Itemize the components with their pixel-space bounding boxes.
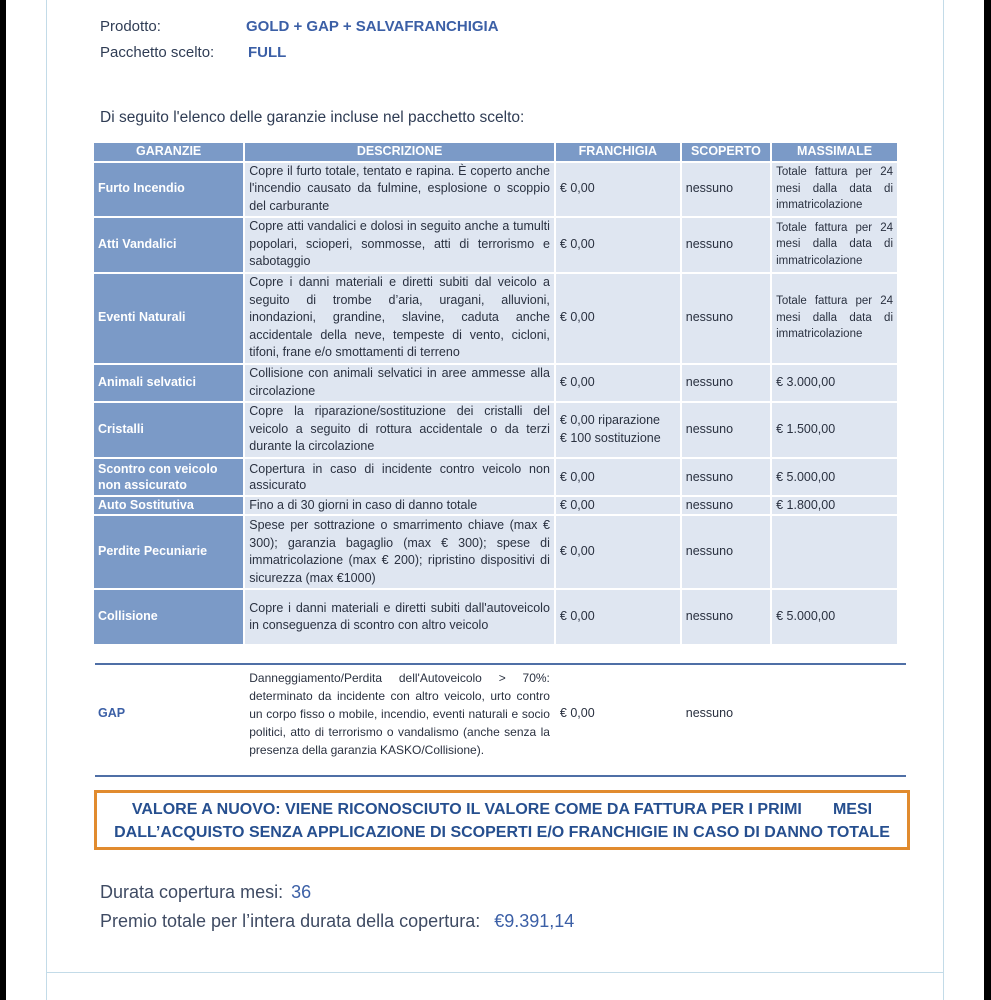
cell-descrizione: Copre atti vandalici e dolosi in seguito anche a tumulti popolari, scioperi, sommosse, atti di terrorismo e sabotaggio xyxy=(245,218,554,272)
cell-franchigia: € 0,00 xyxy=(556,163,680,216)
document-page xyxy=(6,0,984,1000)
cell-scoperto: nessuno xyxy=(682,274,770,363)
cell-massimale: € 1.500,00 xyxy=(772,403,897,457)
intro-text: Di seguito l'elenco delle garanzie incluse nel pacchetto scelto: xyxy=(100,109,525,126)
table-header-row xyxy=(94,143,897,161)
product-line xyxy=(100,18,499,35)
cell-massimale: € 5.000,00 xyxy=(772,459,897,495)
product-value: GOLD + GAP + SALVAFRANCHIGIA xyxy=(246,18,499,35)
table-row xyxy=(94,403,897,457)
table-row xyxy=(94,163,897,216)
page-margin-left xyxy=(46,0,47,1000)
table-row xyxy=(94,365,897,401)
cell-garanzia: Auto Sostitutiva xyxy=(94,497,243,515)
cell-descrizione: Copre la riparazione/sostituzione dei cristalli del veicolo a seguito di rottura accidentale o da terzi durante la circolazione xyxy=(245,403,554,457)
cell-descrizione-gap: Danneggiamento/Perdita dell'Autoveicolo > 70%: determinato da incidente con altro veicolo, urto contro un corpo fisso o mobile, incendio, eventi naturali e socio politici, atto di terrorismo o vandalismo (anche senza la presenza della garanzia KASKO/Collisione). xyxy=(245,660,554,768)
cell-descrizione: Copertura in caso di incidente contro veicolo non assicurato xyxy=(245,459,554,495)
banner-line-1: VALORE A NUOVO: VIENE RICONOSCIUTO IL VALORE COME DA FATTURA PER I PRIMI MESI xyxy=(131,801,873,818)
valore-a-nuovo-banner xyxy=(94,790,910,850)
cell-scoperto: nessuno xyxy=(682,365,770,401)
banner-line-2: DALL’ACQUISTO SENZA APPLICAZIONE DI SCOPERTI E/O FRANCHIGIE IN CASO DI DANNO TOTALE xyxy=(114,824,890,841)
cell-scoperto: nessuno xyxy=(682,497,770,515)
cell-scoperto-gap: nessuno xyxy=(682,660,770,768)
franchigia-sostituzione: € 100 sostituzione xyxy=(559,430,661,445)
cell-descrizione: Collisione con animali selvatici in aree ammesse alla circolazione xyxy=(245,365,554,401)
cell-franchigia: € 0,00 xyxy=(556,218,680,272)
cell-descrizione: Spese per sottrazione o smarrimento chiave (max € 300); garanzia bagaglio (max € 300); spese di immatricolazione (max € 200); ripristino dispositivi di sicurezza (max €1000) xyxy=(245,516,554,588)
cell-massimale xyxy=(772,516,897,588)
cell-descrizione: Copre il furto totale, tentato e rapina. È coperto anche l'incendio causato da fulmine, esplosione o scoppio del carburante xyxy=(245,163,554,216)
gap-top-rule xyxy=(95,663,906,665)
product-label: Prodotto: xyxy=(100,18,161,35)
premium-line xyxy=(100,911,574,932)
cell-massimale: € 3.000,00 xyxy=(772,365,897,401)
guarantees-table xyxy=(92,141,899,770)
cell-scoperto: nessuno xyxy=(682,516,770,588)
table-row xyxy=(94,459,897,495)
gap-row xyxy=(94,660,897,768)
package-line xyxy=(100,44,287,61)
cell-franchigia: € 0,00 xyxy=(556,459,680,495)
table-row xyxy=(94,274,897,363)
duration-value: 36 xyxy=(291,882,312,902)
cell-massimale: Totale fattura per 24 mesi dalla data di immatricolazione xyxy=(772,218,897,272)
cell-franchigia: € 0,00 xyxy=(556,590,680,644)
cell-garanzia: Animali selvatici xyxy=(94,365,243,401)
cell-franchigia: € 0,00 xyxy=(556,497,680,515)
cell-franchigia: € 0,00 xyxy=(556,274,680,363)
cell-descrizione: Fino a di 30 giorni in caso di danno totale xyxy=(245,497,554,515)
cell-garanzia: Furto Incendio xyxy=(94,163,243,216)
cell-massimale-gap xyxy=(772,660,897,768)
table-row xyxy=(94,497,897,515)
table-row xyxy=(94,590,897,644)
cell-scoperto: nessuno xyxy=(682,459,770,495)
cell-garanzia: Eventi Naturali xyxy=(94,274,243,363)
premium-label: Premio totale per l’intera durata della copertura: xyxy=(100,911,481,931)
duration-line xyxy=(100,882,311,903)
header-scoperto: SCOPERTO xyxy=(682,143,770,161)
package-value: FULL xyxy=(248,44,287,61)
cell-garanzia: Scontro con veicolo non assicurato xyxy=(94,459,243,495)
table-row xyxy=(94,218,897,272)
cell-descrizione: Copre i danni materiali e diretti subiti dall'autoveicolo in conseguenza di scontro con altro veicolo xyxy=(245,590,554,644)
table-row xyxy=(94,516,897,588)
cell-scoperto: nessuno xyxy=(682,218,770,272)
cell-scoperto: nessuno xyxy=(682,163,770,216)
cell-franchigia xyxy=(556,403,680,457)
premium-value: €9.391,14 xyxy=(494,911,575,931)
duration-label: Durata copertura mesi: xyxy=(100,882,284,902)
cell-garanzia: Cristalli xyxy=(94,403,243,457)
header-garanzie: GARANZIE xyxy=(94,143,243,161)
table-spacer xyxy=(94,646,897,658)
cell-descrizione: Copre i danni materiali e diretti subiti dal veicolo a seguito di trombe d’aria, uragani, alluvioni, inondazioni, grandine, slavine, caduta anche accidentale della neve, tempeste di vento, cicloni, tifoni, frane e/o smottamenti di terreno xyxy=(245,274,554,363)
cell-franchigia: € 0,00 xyxy=(556,365,680,401)
gap-bottom-rule xyxy=(95,775,906,777)
cell-scoperto: nessuno xyxy=(682,403,770,457)
cell-massimale: Totale fattura per 24 mesi dalla data di immatricolazione xyxy=(772,163,897,216)
cell-massimale: € 1.800,00 xyxy=(772,497,897,515)
cell-massimale: € 5.000,00 xyxy=(772,590,897,644)
header-franchigia: FRANCHIGIA xyxy=(556,143,680,161)
franchigia-riparazione: € 0,00 riparazione xyxy=(559,413,660,427)
cell-franchigia-gap: € 0,00 xyxy=(556,660,680,768)
cell-scoperto: nessuno xyxy=(682,590,770,644)
cell-garanzia: Perdite Pecuniarie xyxy=(94,516,243,588)
header-massimale: MASSIMALE xyxy=(772,143,897,161)
cell-massimale: Totale fattura per 24 mesi dalla data di immatricolazione xyxy=(772,274,897,363)
header-descrizione: DESCRIZIONE xyxy=(245,143,554,161)
cell-garanzia: Collisione xyxy=(94,590,243,644)
cell-garanzia-gap: GAP xyxy=(94,660,243,768)
cell-franchigia: € 0,00 xyxy=(556,516,680,588)
page-margin-right xyxy=(943,0,944,1000)
package-label: Pacchetto scelto: xyxy=(100,44,215,61)
cell-garanzia: Atti Vandalici xyxy=(94,218,243,272)
page-margin-bottom xyxy=(46,972,944,973)
